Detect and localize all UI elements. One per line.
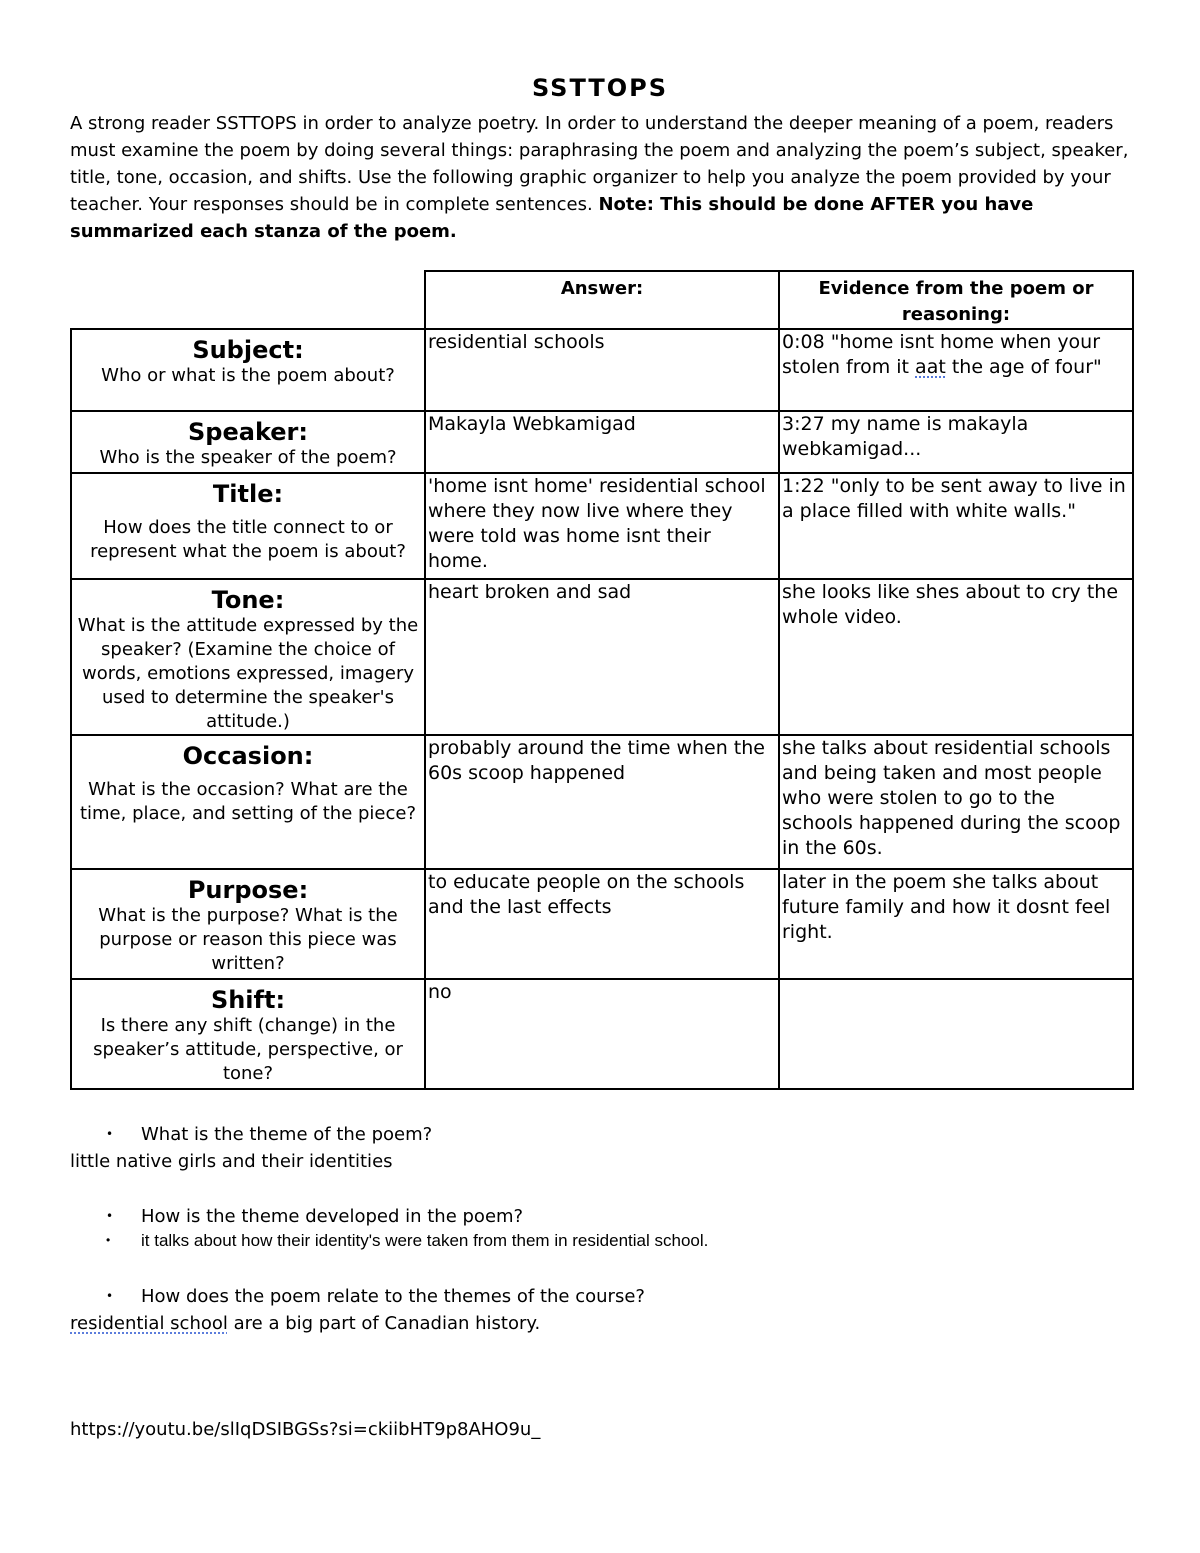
evidence-header: Evidence from the poem or reasoning: (779, 271, 1133, 329)
answer-cell[interactable]: residential schools (425, 329, 779, 411)
row-label-cell (71, 329, 425, 411)
evidence-cell[interactable]: 1:22 "only to be sent away to live in a place filled with white walls." (779, 473, 1133, 579)
table-row (71, 735, 1133, 869)
theme-answer-2[interactable] (110, 1227, 708, 1254)
empty-corner-cell (71, 271, 425, 329)
row-label-cell (71, 579, 425, 735)
row-label: Subject: (192, 336, 304, 364)
evidence-cell[interactable]: 3:27 my name is makayla webkamigad... (779, 411, 1133, 473)
row-label: Shift: (210, 986, 286, 1014)
question-text: How does the poem relate to the themes of the course? (141, 1286, 645, 1307)
row-label-cell (71, 735, 425, 869)
evidence-cell[interactable]: 0:08 "home isnt home when your stolen from it aat the age of four" (779, 329, 1133, 411)
answer-cell[interactable]: probably around the time when the 60s scoop happened (425, 735, 779, 869)
page-title: SSTTOPS (531, 74, 669, 102)
row-label: Occasion: (182, 742, 314, 770)
video-link[interactable]: https://youtu.be/slIqDSIBGSs?si=ckiibHT9p8AHO9u_ (70, 1419, 541, 1440)
evidence-cell[interactable]: she talks about residential schools and being taken and most people who were stolen to go to the schools happened during the scoop in the 60s. (779, 735, 1133, 869)
question-text: What is the theme of the poem? (141, 1124, 433, 1145)
table-row (71, 979, 1133, 1089)
answer-cell[interactable]: heart broken and sad (425, 579, 779, 735)
spelling-mark: aat (915, 356, 946, 378)
row-question: What is the attitude expressed by the speaker? (Examine the choice of words, emotions expressed, imagery used to determine the speaker's attitude.) (77, 615, 419, 732)
ssttops-organizer-table (70, 270, 1134, 1090)
row-question: What is the purpose? What is the purpose or reason this piece was written? (98, 905, 398, 974)
answer-cell[interactable]: to educate people on the schools and the last effects (425, 869, 779, 979)
row-question: Who or what is the poem about? (101, 365, 395, 386)
table-row (71, 329, 1133, 411)
row-label: Title: (212, 480, 284, 508)
intro-text: A strong reader SSTTOPS in order to analyze poetry. In order to understand the deeper meaning of a poem, readers must examine the poem by doing several things: paraphrasing the poem and analyzing the poem’s subject, speaker, title, tone, occasion, and shifts. Use the following graphic organizer to help you analyze the poem provided by your teacher. Your responses should be in complete sentences. (70, 113, 1129, 215)
evidence-cell[interactable]: later in the poem she talks about future family and how it dosnt feel right. (779, 869, 1133, 979)
intro-note: Note: This should be done AFTER you have summarized each stanza of the poem. (70, 194, 1034, 242)
row-label-cell (71, 473, 425, 579)
row-question: What is the occasion? What are the time, place, and setting of the piece? (79, 779, 417, 824)
evidence-cell[interactable]: she looks like shes about to cry the whole video. (779, 579, 1133, 735)
theme-question-3 (110, 1283, 645, 1310)
row-question: How does the title connect to or represent what the poem is about? (90, 517, 406, 562)
table-row (71, 579, 1133, 735)
question-text: How is the theme developed in the poem? (141, 1206, 524, 1227)
row-question: Is there any shift (change) in the speaker’s attitude, perspective, or tone? (93, 1015, 403, 1084)
row-label: Tone: (211, 586, 285, 614)
row-label-cell (71, 869, 425, 979)
table-row (71, 869, 1133, 979)
row-label: Speaker: (188, 418, 308, 446)
answer-text: are a big part of Canadian history. (227, 1313, 541, 1334)
table-row (71, 473, 1133, 579)
answer-header: Answer: (425, 271, 779, 329)
answer-cell[interactable]: 'home isnt home' residential school where they now live where they were told was home isnt their home. (425, 473, 779, 579)
theme-question-2 (110, 1203, 523, 1230)
row-question: Who is the speaker of the poem? (99, 447, 397, 468)
evidence-cell[interactable] (779, 979, 1133, 1089)
theme-answer-1[interactable]: little native girls and their identities (70, 1151, 393, 1172)
row-label-cell (71, 411, 425, 473)
table-row (71, 411, 1133, 473)
answer-text: it talks about how their identity's were taken from them in residential school. (141, 1231, 709, 1250)
row-label-cell (71, 979, 425, 1089)
row-label: Purpose: (187, 876, 309, 904)
spelling-mark: residential school (70, 1313, 228, 1334)
answer-cell[interactable]: Makayla Webkamigad (425, 411, 779, 473)
theme-question-1 (110, 1121, 432, 1148)
intro-paragraph (70, 110, 1140, 245)
answer-cell[interactable]: no (425, 979, 779, 1089)
header-row (71, 271, 1133, 329)
theme-answer-3[interactable] (70, 1310, 540, 1337)
